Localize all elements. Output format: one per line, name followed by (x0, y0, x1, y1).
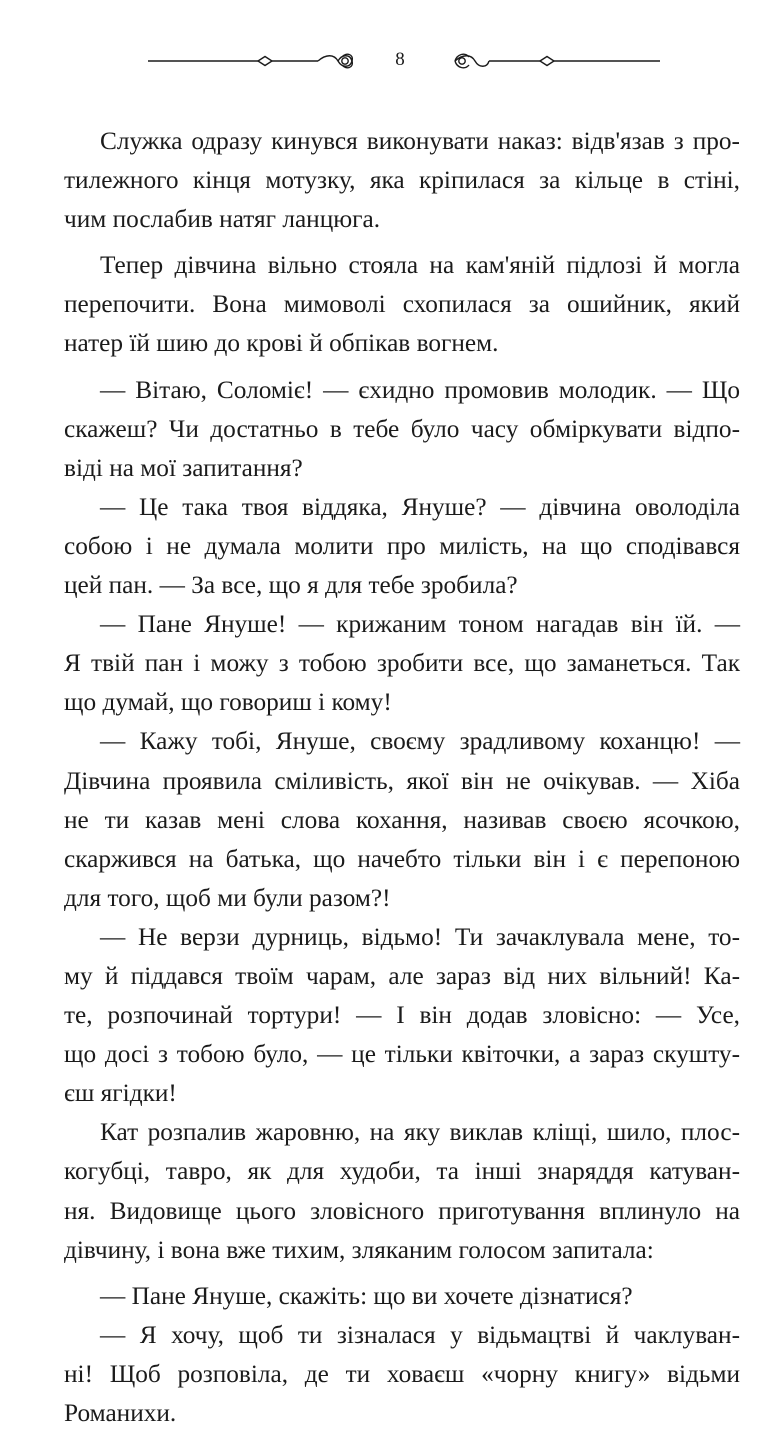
paragraph (64, 246, 740, 363)
text-line: — Я хочу, щоб ти зізналася у відьмацтві й чаклуван- (100, 1320, 740, 1349)
right-ornament-icon (455, 54, 660, 68)
text-line: Я твій пан і можу з тобою зробити все, що заманеться. Так (64, 649, 740, 678)
text-line: що думай, що говориш і кому! (64, 688, 392, 717)
paragraph (64, 122, 740, 239)
text-line: перепочити. Вона мимоволі схопилася за ошийник, який (64, 290, 740, 319)
paragraph (64, 1316, 740, 1433)
text-line: Романихи. (64, 1399, 177, 1427)
page-number: 8 (395, 49, 405, 70)
paragraph (64, 722, 740, 917)
text-line: — Це така твоя віддяка, Януше? — дівчина оволоділа (100, 492, 740, 521)
text-line: ня. Видовище цього зловісного приготування вплинуло на (64, 1196, 740, 1225)
text-line: — Не верзи дурниць, відьмо! Ти зачаклувала мене, то- (100, 922, 740, 951)
text-line: Тепер дівчина вільно стояла на кам'яній підлозі й могла (100, 251, 740, 280)
text-line: віді на мої запитання? (64, 453, 303, 482)
text-line: Кат розпалив жаровню, на яку виклав кліщі, шило, плос- (100, 1118, 740, 1147)
paragraph-gap (64, 1270, 740, 1277)
text-line: му й піддався твоїм чарам, але зараз від них вільний! Ка- (64, 961, 740, 990)
text-line: — Пане Януше! — крижаним тоном нагадав він їй. — (100, 610, 740, 639)
text-line: натер їй шию до крові й обпікав вогнем. (64, 329, 499, 358)
paragraph (64, 1277, 740, 1316)
paragraph (64, 605, 740, 722)
text-line: ні! Щоб розповіла, де ти ховаєш «чорну книгу» відьми (64, 1359, 740, 1388)
paragraph-gap (64, 364, 740, 371)
text-line: дівчину, і вона вже тихим, зляканим голосом запитала: (64, 1235, 654, 1264)
paragraph-gap (64, 239, 740, 246)
paragraph (64, 918, 740, 1113)
text-line: Служка одразу кинувся виконувати наказ: відв'язав з про- (100, 127, 740, 155)
text-line: скажеш? Чи достатньо в тебе було часу обміркувати відпо- (64, 414, 740, 443)
page-header (0, 40, 771, 80)
text-line: не ти казав мені слова кохання, називав своєю ясочкою, (64, 805, 740, 834)
text-line: — Вітаю, Соломіє! — єхидно промовив молодик. — Що (100, 375, 740, 404)
paragraph (64, 1113, 740, 1269)
text-line: тилежного кінця мотузку, яка кріпилася за кільце в стіні, (64, 166, 740, 195)
text-line: скаржився на батька, що начебто тільки він і є перепоною (64, 844, 740, 873)
text-line: для того, щоб ми були разом?! (64, 883, 391, 912)
text-line: чим послабив натяг ланцюга. (64, 205, 381, 234)
text-line: — Кажу тобі, Януше, своєму зрадливому коханцю! — (100, 727, 740, 756)
text-line: що досі з тобою було, — це тільки квіточки, а зараз скушту- (64, 1040, 740, 1069)
text-line: цей пан. — За все, що я для тебе зробила? (64, 571, 518, 600)
paragraph (64, 371, 740, 488)
text-line: когубці, тавро, як для худоби, та інші знаряддя катуван- (64, 1157, 740, 1186)
text-line: Дівчина проявила сміливість, якої він не очікував. — Хіба (64, 766, 740, 795)
text-line: єш ягідки! (64, 1079, 177, 1108)
paragraph (64, 488, 740, 605)
text-line: те, розпочинай тортури! — І він додав зловісно: — Усе, (64, 1001, 740, 1030)
left-ornament-icon (148, 54, 352, 68)
body-text (64, 122, 740, 1433)
text-line: — Пане Януше, скажіть: що ви хочете дізнатися? (100, 1281, 633, 1310)
text-line: собою і не думала молити про милість, на що сподівався (64, 531, 740, 560)
